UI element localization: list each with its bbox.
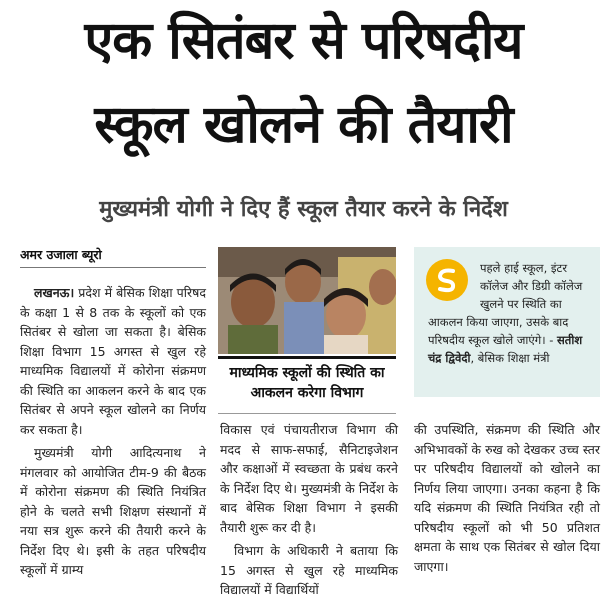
photo-caption: माध्यमिक स्कूलों की स्थिति का आकलन करेगा विभाग xyxy=(218,356,396,414)
paragraph-text: प्रदेश में बेसिक शिक्षा परिषद के कक्षा 1 से 8 तक के स्कूलों को एक सितंबर से खोला जा सकता है। बेसिक शिक्षा विभाग 15 अगस्त से खुल रहे माध्यमिक विद्यालयों में कोरोना संक्रमण की स्थिति का आकलन करने के बाद एक सितंबर से अपने स्कूल खोलने का निर्णय कर सकता है। xyxy=(20,285,206,437)
subheadline: मुख्यमंत्री योगी ने दिए हैं स्कूल तैयार करने के निर्देश xyxy=(99,197,508,222)
paragraph: की उपस्थिति, संक्रमण की स्थिति और अभिभावकों के रुख को देखकर उच्च स्तर पर परिषदीय विद्यालयों को खोलने का निर्णय लिया जाएगा। उनका कहना है कि यदि संक्रमण की स्थिति नियंत्रित रही तो परिषदीय स्कूलों को भी 50 प्रतिशत क्षमता के साथ एक सितंबर से खोल दिया जाएगा। xyxy=(414,422,600,574)
headline-line-2: स्कूल खोलने की तैयारी xyxy=(94,95,513,155)
quote-box xyxy=(414,247,600,397)
quote-author: सतीश चंद्र द्विवेदी xyxy=(428,333,583,365)
publication-logo-icon xyxy=(426,259,468,301)
paragraph: मुख्यमंत्री योगी आदित्यनाथ ने मंगलवार को आयोजित टीम-9 की बैठक में कोरोना संक्रमण की स्थिति नियंत्रित होने के चलते सभी शिक्षण संस्थानों में नया सत्र शुरू करने की तैयारी करने के निर्देश दिए थे। इसी के तहत परिषदीय स्कूलों में ग्राम्य xyxy=(20,445,206,577)
paragraph: विभाग के अधिकारी ने बताया कि 15 अगस्त से खुल रहे माध्यमिक विद्यालयों में विद्यार्थियों xyxy=(220,543,398,597)
dateline: लखनऊ। xyxy=(34,285,75,300)
headline-line-1: एक सितंबर से परिषदीय xyxy=(84,11,523,71)
article-column-3 xyxy=(414,420,600,580)
paragraph: विकास एवं पंचायतीराज विभाग की मदद से साफ-सफाई, सैनिटाइजेशन और कक्षाओं में स्वच्छता के प्रबंध करने के निर्देश दिए थे। मुख्यमंत्री के निर्देश के बाद बेसिक शिक्षा विभाग ने इसकी तैयारी शुरू कर दी है। xyxy=(220,422,398,535)
article-column-1 xyxy=(20,283,206,584)
quote-text: पहले हाई स्कूल, इंटर कॉलेज और डिग्री कॉलेज खुलने पर स्थिति का आकलन किया जाएगा, उसके बाद परिषदीय स्कूल खोले जाएंगे। - xyxy=(428,261,583,347)
paragraph xyxy=(20,283,206,439)
news-photo xyxy=(218,247,396,354)
article-column-2 xyxy=(220,420,398,604)
byline: अमर उजाला ब्यूरो xyxy=(20,246,206,268)
quote-author-role: , बेसिक शिक्षा मंत्री xyxy=(470,351,550,365)
